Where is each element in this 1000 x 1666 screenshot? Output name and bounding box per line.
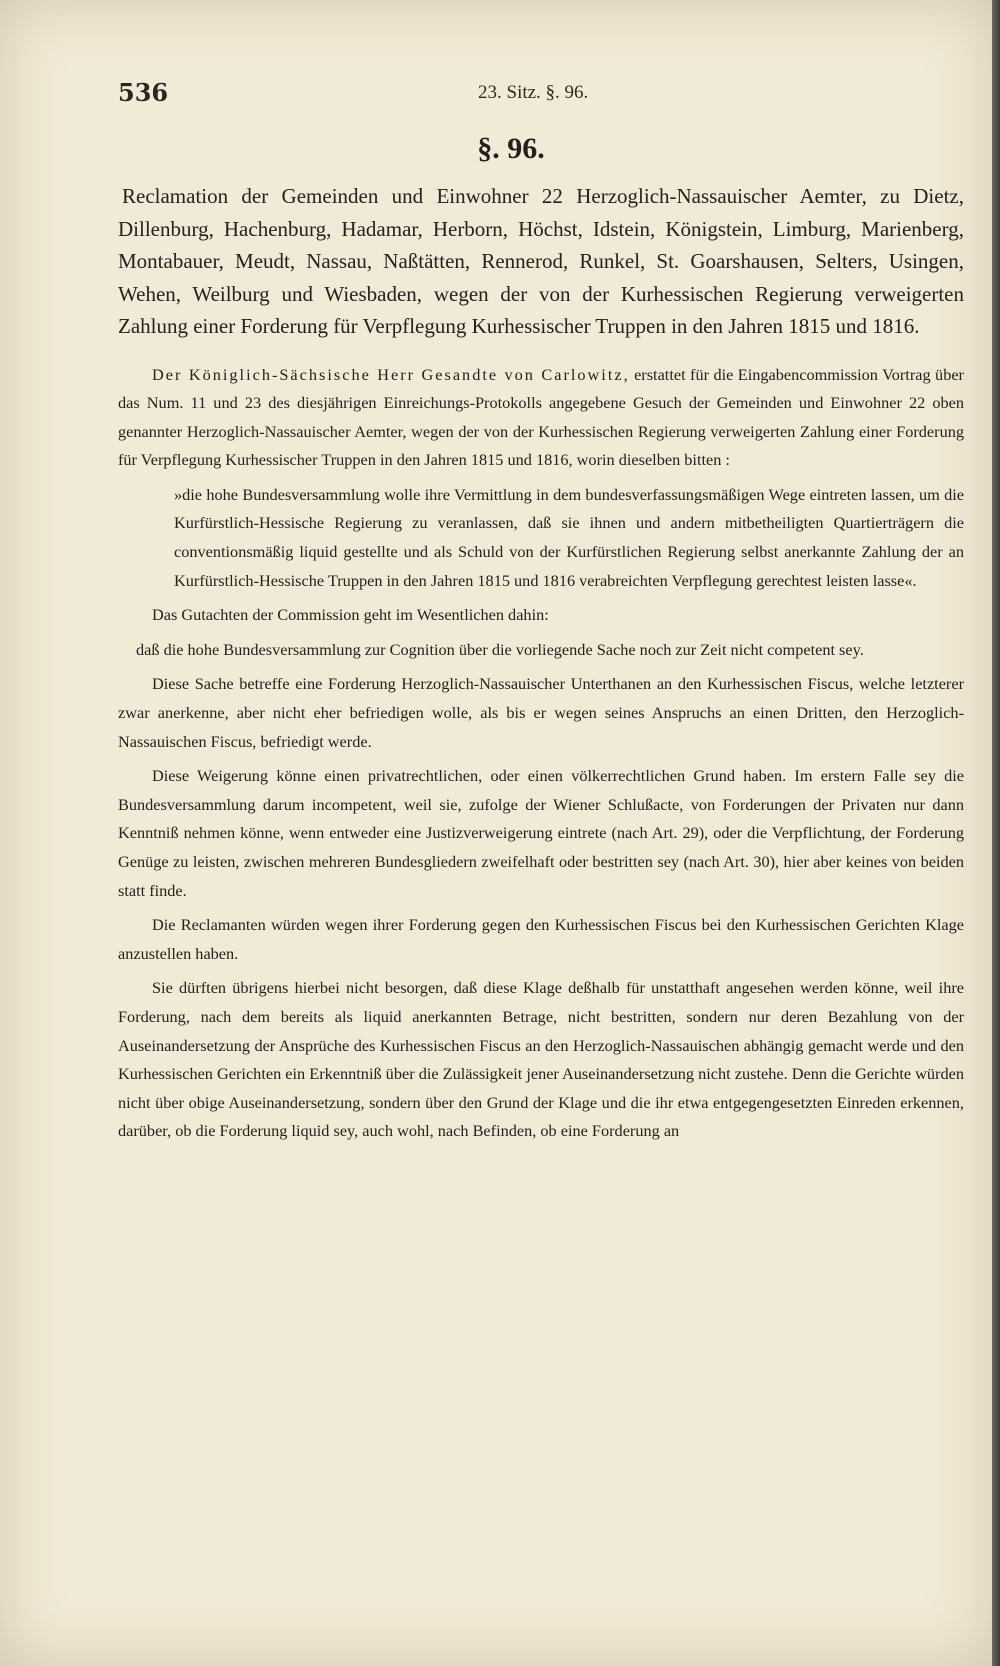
paragraph-reclamants: Die Reclamanten würden wegen ihrer Forderung gegen den Kurhessischen Fiscus bei den Kurhessischen Gerichten Klage anzustellen haben. [118, 915, 964, 963]
paragraph-opinion-intro: Das Gutachten der Commission geht im Wesentlichen dahin: [152, 605, 549, 625]
paragraph-petition-quote: »die hohe Bundesversammlung wolle ihre Vermittlung in dem bundesverfassungsmäßigen Wege eintreten lassen, um die Kurfürstlich-Hessische Regierung zu veranlassen, daß sie ihnen und andern mitbetheiligten Quartierträgern die conventionsmäßig liquid gestellte und als Schuld von der Kurfürstlichen Regierung selbst anerkannte Zahlung der an Kurfürstlich-Hessische Truppen in den Jahren 1815 und 1816 verabreichten Verpflegung gerechtest leisten lasse«. [174, 484, 964, 590]
page-edge [992, 0, 1000, 1666]
speaker-name: Der Königlich-Sächsische Herr Gesandte von Carlowitz, [152, 364, 630, 384]
paragraph-report-text: erstattet für die Eingabencommission Vortrag über das Num. 11 und 23 des diesjährigen Einreichungs-Protokolls angegebene Gesuch der Gemeinden und Einwohner 22 oben genannter Herzoglich-Nassauischer Aemter, wegen der von der Kurhessischen Regierung verweigerten Zahlung einer Forderung für Verpflegung Kurhessischer Truppen in den Jahren 1815 und 1816, worin dieselben bitten : [118, 364, 964, 470]
running-head: 23. Sitz. §. 96. [478, 82, 589, 103]
paragraph-courts: Sie dürften übrigens hierbei nicht besorgen, daß diese Klage deßhalb für unstatthaft angesehen werden könne, weil ihre Forderung, nach dem bereits als liquid anerkannten Betrage, nicht bestritten, sondern nur deren Bezahlung von der Auseinandersetzung der Ansprüche des Kurhessischen Fiscus an den Herzoglich-Nassauischen abhängig gemacht werde und den Kurhessischen Gerichten ein Erkenntniß über die Zulässigkeit jener Auseinandersetzung nicht zustehe. Denn die Gerichte würden nicht über obige Auseinandersetzung, sondern über den Grund der Klage und die ihr etwa entgegengesetzten Einreden erkennen, darüber, ob die Forderung liquid sey, auch wohl, nach Befinden, ob eine Forderung an [118, 978, 964, 1141]
document-body [118, 180, 964, 1152]
page-number: 536 [118, 78, 169, 107]
heading-paragraph: Reclamation der Gemeinden und Einwohner 22 Herzoglich-Nassauischer Aemter, zu Dietz, Dillenburg, Hachenburg, Hadamar, Herborn, Höchst, Idstein, Königstein, Limburg, Marienberg, Montabauer, Meudt, Nassau, Naßtätten, Rennerod, Runkel, St. Goarshausen, Selters, Usingen, Wehen, Weilburg und Wiesbaden, wegen der von der Kurhessischen Regierung verweigerten Zahlung einer Forderung für Verpflegung Kurhessischer Truppen in den Jahren 1815 und 1816. [118, 184, 964, 338]
paragraph-claim: Diese Sache betreffe eine Forderung Herzoglich-Nassauischer Unterthanen an den Kurhessischen Fiscus, welche letzterer zwar anerkenne, aber nicht eher befriedigen wolle, als bis er wegen seines Anspruchs an einen Dritten, den Herzoglich-Nassauischen Fiscus, befriedigt werde. [118, 674, 964, 751]
paragraph-refusal: Diese Weigerung könne einen privatrechtlichen, oder einen völkerrechtlichen Grund haben. Im erstern Falle sey die Bundesversammlung darum incompetent, weil sie, zufolge der Wiener Schlußacte, von Forderungen der Privaten nur dann Kenntniß nehmen könne, wenn entweder eine Justizverweigerung eintrete (nach Art. 29), oder die Verpflichtung, der Forderung Genüge zu leisten, zwischen mehreren Bundesgliedern zweifelhaft oder bestritten sey (nach Art. 30), hier aber keines von beiden statt finde. [118, 766, 964, 900]
paragraph-opinion-conclusion: daß die hohe Bundesversammlung zur Cognition über die vorliegende Sache noch zur Zeit nicht competent sey. [136, 639, 864, 659]
section-title: §. 96. [477, 132, 545, 165]
paragraph-report [118, 361, 964, 475]
page-header [0, 78, 992, 118]
